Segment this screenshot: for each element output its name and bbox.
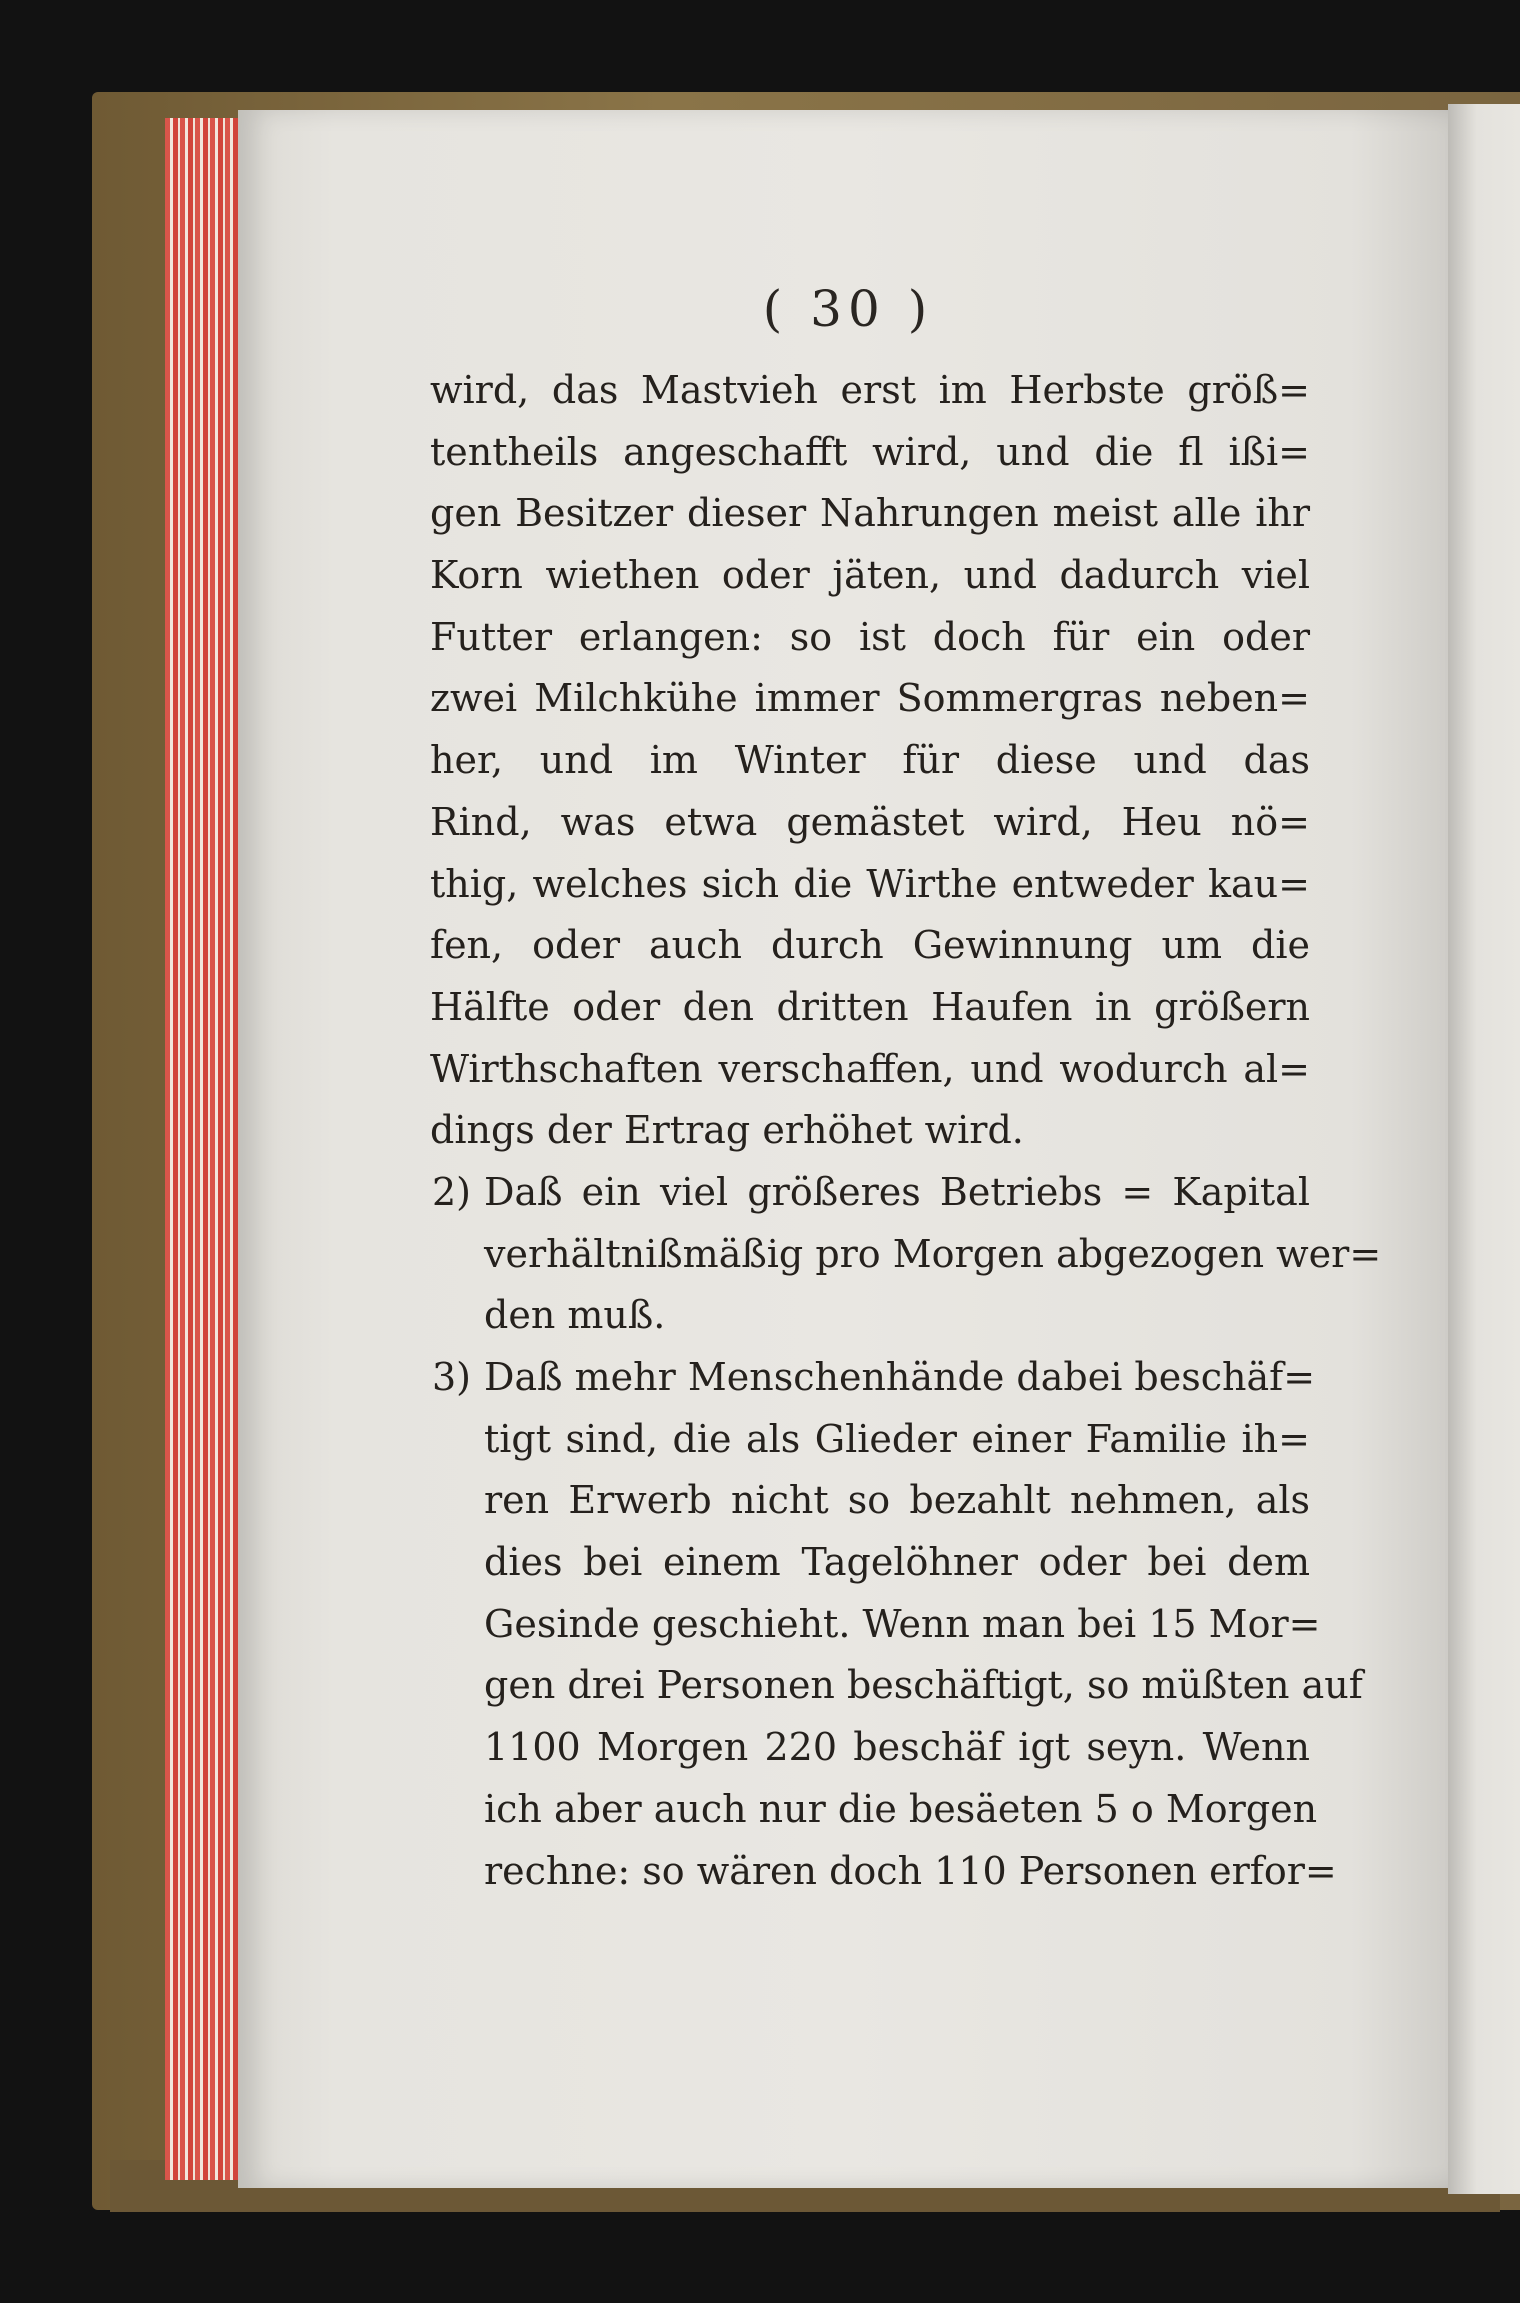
text-line: Gesinde geschieht. Wenn man bei 15 Mor= [484, 1601, 1321, 1646]
list-item-number: 3) [432, 1355, 472, 1399]
text-line: den muß. [484, 1293, 666, 1338]
text-line: zwei Milchkühe immer Sommergras neben= [430, 676, 1310, 721]
text-line: ren Erwerb nicht so bezahlt nehmen, als [484, 1478, 1310, 1523]
page-body-text [430, 360, 1382, 1902]
text-line: tentheils angeschafft wird, und die fl ißi= [430, 429, 1310, 474]
facing-page-edge [1448, 104, 1520, 2194]
text-line: tigt sind, die als Glieder einer Familie ih= [484, 1416, 1310, 1461]
text-line: ich aber auch nur die besäeten 5 o Morgen [484, 1786, 1318, 1831]
text-line: Wirthschaften verschaffen, und wodurch al= [430, 1046, 1310, 1091]
text-line: Korn wiethen oder jäten, und dadurch viel [430, 553, 1310, 598]
text-line: wird, das Mastvieh erst im Herbste größ= [430, 368, 1310, 412]
text-line: Daß mehr Menschenhände dabei beschäf= [484, 1355, 1316, 1399]
red-page-edges [165, 118, 240, 2180]
text-line: gen drei Personen beschäftigt, so müßten auf [484, 1663, 1363, 1708]
list-item-2-first-line [430, 1162, 1310, 1224]
text-line: rechne: so wären doch 110 Personen erfor= [484, 1848, 1337, 1893]
text-line: verhältnißmäßig pro Morgen abgezogen wer= [484, 1231, 1382, 1276]
text-line: Rind, was etwa gemästet wird, Heu nö= [430, 799, 1310, 844]
text-line: Daß ein viel größeres Betriebs = Kapital [484, 1169, 1310, 1214]
text-line: fen, oder auch durch Gewinnung um die [430, 923, 1310, 968]
text-line: dings der Ertrag erhöhet wird. [430, 1108, 1024, 1153]
text-line: 1100 Morgen 220 beschäf igt seyn. Wenn [484, 1725, 1310, 1770]
list-item-number: 2) [432, 1169, 472, 1214]
text-line: Futter erlangen: so ist doch für ein oder [430, 614, 1310, 659]
text-line: dies bei einem Tagelöhner oder bei dem [484, 1540, 1310, 1585]
text-line: thig, welches sich die Wirthe entweder kau= [430, 861, 1310, 906]
text-line: Hälfte oder den dritten Haufen in größern [430, 984, 1310, 1029]
text-line: gen Besitzer dieser Nahrungen meist alle ihr [430, 491, 1310, 536]
page-number: ( 30 ) [762, 280, 934, 338]
list-item-3-first-line [430, 1347, 1316, 1409]
text-line: her, und im Winter für diese und das [430, 738, 1310, 783]
